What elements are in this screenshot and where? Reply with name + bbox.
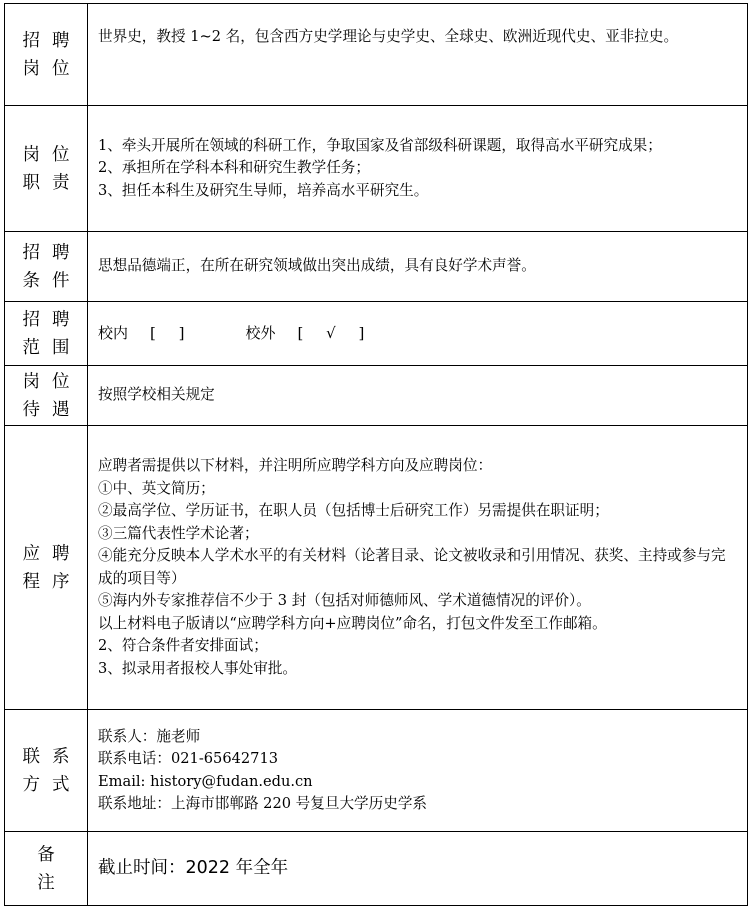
value-scope <box>88 302 748 366</box>
label-line: 招聘 <box>22 242 82 263</box>
text-line: 2、符合条件者安排面试； <box>98 637 268 654</box>
scope-outside-label: 校外 <box>245 324 276 343</box>
label-duties <box>5 106 88 232</box>
text-line: ②最高学位、学历证书，在职人员（包括博士后研究工作）另需提供在职证明； <box>98 502 609 519</box>
row-requirements <box>5 232 748 302</box>
label-line: 联系 <box>22 746 82 767</box>
value-duties <box>88 106 748 232</box>
label-line: 岗位 <box>22 144 82 165</box>
label-line: 备注 <box>37 844 71 893</box>
label-line: 招聘 <box>22 309 82 330</box>
value-contact <box>88 710 748 832</box>
text-line: 世界史，教授 1~2 名，包含西方史学理论与史学史、全球史、欧洲近现代史、亚非拉史。 <box>98 28 679 45</box>
row-position <box>5 4 748 106</box>
text-line: 应聘者需提供以下材料，并注明所应聘学科方向及应聘岗位： <box>98 457 493 474</box>
row-remarks <box>5 832 748 906</box>
deadline-text: 截止时间：2022 年全年 <box>98 858 289 879</box>
scope-outside-checkbox: [ √ ] <box>297 324 374 343</box>
label-line: 方式 <box>22 774 82 795</box>
value-remarks <box>88 832 748 906</box>
label-line: 职责 <box>22 172 82 193</box>
text-line: ①中、英文简历； <box>98 479 215 497</box>
label-contact <box>5 710 88 832</box>
contact-email: Email: history@fudan.edu.cn <box>98 772 313 790</box>
contact-phone: 联系电话：021-65642713 <box>98 750 279 767</box>
contact-person: 联系人：施老师 <box>98 727 201 745</box>
text-line: 3、拟录用者报校人事处审批。 <box>98 659 298 677</box>
scope-inside-label: 校内 <box>98 324 129 343</box>
text-line: 以上材料电子版请以“应聘学科方向+应聘岗位”命名，打包文件发至工作邮箱。 <box>98 614 607 632</box>
label-line: 待遇 <box>22 399 82 420</box>
row-scope <box>5 302 748 366</box>
label-requirements <box>5 232 88 302</box>
row-treatment <box>5 366 748 426</box>
row-procedure <box>5 426 748 710</box>
label-line: 范围 <box>22 337 82 358</box>
scope-inside-checkbox: [ ] <box>150 324 194 343</box>
label-treatment <box>5 366 88 426</box>
label-line: 程序 <box>22 571 82 592</box>
label-remarks <box>5 832 88 906</box>
recruitment-info-table <box>4 3 748 906</box>
label-position <box>5 4 88 106</box>
text-line: ④能充分反映本人学术水平的有关材料（论著目录、论文被收录和引用情况、获奖、主持或参与完成的项目等） <box>98 547 726 587</box>
row-contact <box>5 710 748 832</box>
label-line: 招聘 <box>22 30 82 51</box>
contact-address: 联系地址：上海市邯郸路 220 号复旦大学历史学系 <box>98 795 428 812</box>
label-procedure <box>5 426 88 710</box>
label-line: 岗位 <box>22 371 82 392</box>
value-treatment <box>88 366 748 426</box>
text-line: ⑤海内外专家推荐信不少于 3 封（包括对师德师风、学术道德情况的评价）。 <box>98 592 591 609</box>
label-line: 应聘 <box>22 543 82 564</box>
value-position <box>88 4 748 106</box>
text-line: 思想品德端正，在所在研究领域做出突出成绩，具有良好学术声誉。 <box>98 257 536 275</box>
text-line: ③三篇代表性学术论著； <box>98 524 259 542</box>
text-line: 2、承担所在学科本科和研究生教学任务； <box>98 159 370 177</box>
label-line: 岗位 <box>22 58 82 79</box>
label-scope <box>5 302 88 366</box>
text-line: 3、担任本科生及研究生导师，培养高水平研究生。 <box>98 181 429 199</box>
text-line: 按照学校相关规定 <box>98 386 215 404</box>
label-line: 条件 <box>22 270 82 291</box>
text-line: 1、牵头开展所在领域的科研工作，争取国家及省部级科研课题，取得高水平研究成果； <box>98 136 662 154</box>
row-duties <box>5 106 748 232</box>
value-requirements <box>88 232 748 302</box>
value-procedure <box>88 426 748 710</box>
